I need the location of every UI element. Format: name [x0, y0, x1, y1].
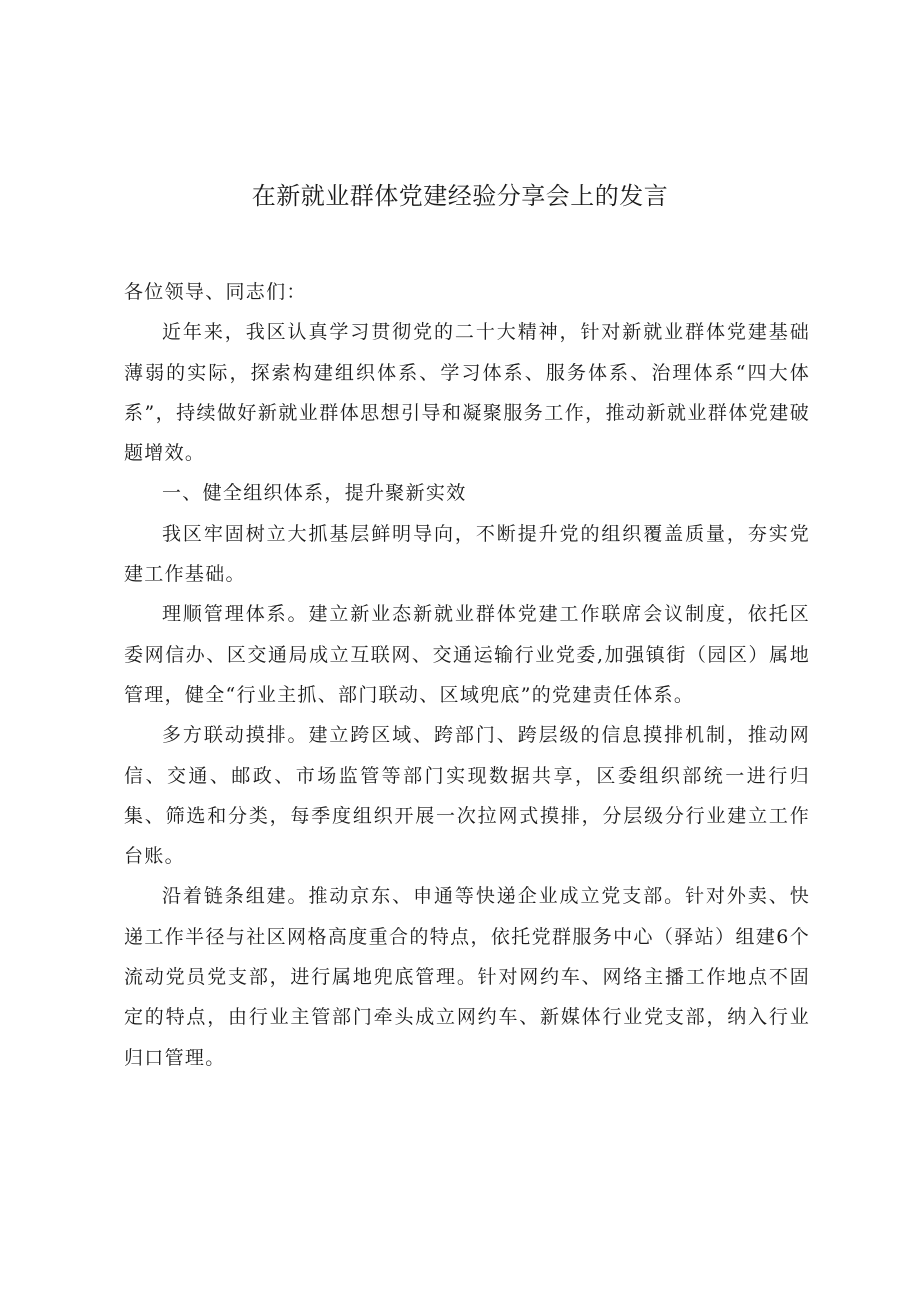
document-body	[124, 272, 810, 1078]
paragraph-chain-building: 沿着链条组建。推动京东、申通等快递企业成立党支部。针对外卖、快递工作半径与社区网格高度重合的特点，依托党群服务中心（驿站）组建6个流动党员党支部，进行属地兜底管理。针对网约车、网络主播工作地点不固定的特点，由行业主管部门牵头成立网约车、新媒体行业党支部，纳入行业归口管理。	[124, 885, 810, 1069]
paragraph-joint-survey: 多方联动摸排。建立跨区域、跨部门、跨层级的信息摸排机制，推动网信、交通、邮政、市场监管等部门实现数据共享，区委组织部统一进行归集、筛选和分类，每季度组织开展一次拉网式摸排，分层级分行业建立工作台账。	[124, 724, 810, 868]
section-heading: 一、健全组织体系，提升聚新实效	[162, 482, 467, 505]
paragraph-section-intro: 我区牢固树立大抓基层鲜明导向，不断提升党的组织覆盖质量，夯实党建工作基础。	[124, 522, 810, 586]
paragraph-intro: 近年来，我区认真学习贯彻党的二十大精神，针对新就业群体党建基础薄弱的实际，探索构建组织体系、学习体系、服务体系、治理体系“四大体系”，持续做好新就业群体思想引导和凝聚服务工作，推动新就业群体党建破题增效。	[124, 321, 810, 465]
document-title: 在新就业群体党建经验分享会上的发言	[251, 182, 669, 210]
salutation: 各位领导、同志们：	[124, 281, 307, 303]
paragraph-management-system: 理顺管理体系。建立新业态新就业群体党建工作联席会议制度，依托区委网信办、区交通局成立互联网、交通运输行业党委,加强镇街（园区）属地管理，健全“行业主抓、部门联动、区域兜底”的党建责任体系。	[124, 603, 810, 706]
